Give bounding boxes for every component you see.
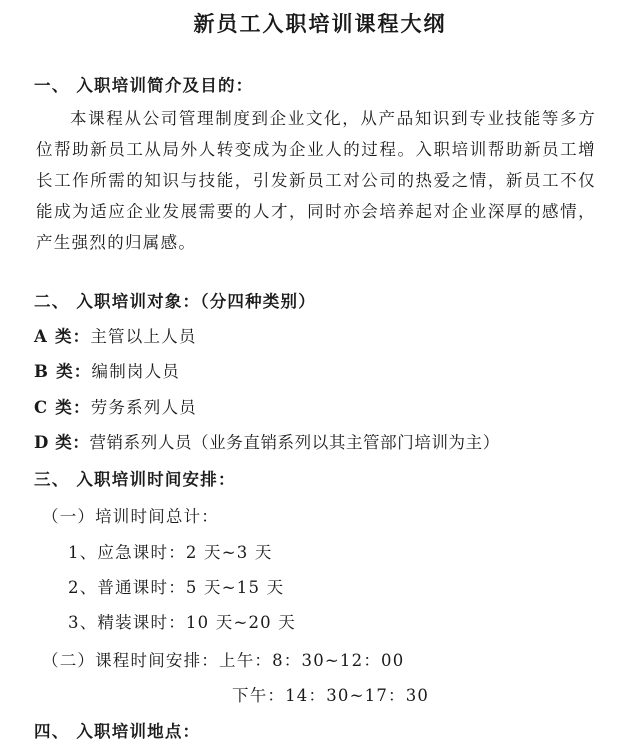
section-1-heading: 一、 入职培训简介及目的： [34, 76, 254, 95]
schedule-item-2: 2、普通课时：5 天~15 天 [68, 578, 285, 597]
section-4-heading: 四、 入职培训地点： [34, 722, 201, 741]
category-a [34, 323, 197, 347]
category-c [34, 394, 197, 418]
schedule-item-1: 1、应急课时：2 天~3 天 [68, 543, 273, 562]
category-desc: 劳务系列人员 [90, 398, 197, 417]
section-3-heading: 三、 入职培训时间安排： [34, 470, 236, 489]
document-title: 新员工入职培训课程大纲 [193, 11, 447, 36]
category-key: B 类： [34, 362, 92, 381]
category-key: A 类： [34, 327, 91, 346]
sub-section-1-heading: （一）培训时间总计： [42, 507, 219, 526]
category-key: C 类： [34, 398, 91, 417]
section-2-heading: 二、 入职培训对象：（分四种类别） [34, 292, 316, 311]
category-desc: 主管以上人员 [90, 327, 197, 346]
section-1-paragraph: 本课程从公司管理制度到企业文化，从产品知识到专业技能等多方位帮助新员工从局外人转变成为企业人的过程。入职培训帮助新员工增长工作所需的知识与技能，引发新员工对公司的热爱之情，新员工不仅能成为适应企业发展需要的人才，同时亦会培养起对企业深厚的感情，产生强烈的归属感。 [36, 109, 596, 252]
afternoon-time: 下午：14：30~17：30 [232, 686, 430, 705]
category-desc: 营销系列人员（业务直销系列以其主管部门培训为主） [89, 433, 500, 452]
sub-section-2-heading: （二）课程时间安排：上午：8：30~12：00 [42, 651, 405, 670]
schedule-item-3: 3、精装课时：10 天~20 天 [68, 613, 297, 632]
category-key: D 类： [34, 433, 90, 452]
category-d [34, 429, 500, 453]
category-b [34, 358, 180, 382]
category-desc: 编制岗人员 [91, 362, 180, 381]
